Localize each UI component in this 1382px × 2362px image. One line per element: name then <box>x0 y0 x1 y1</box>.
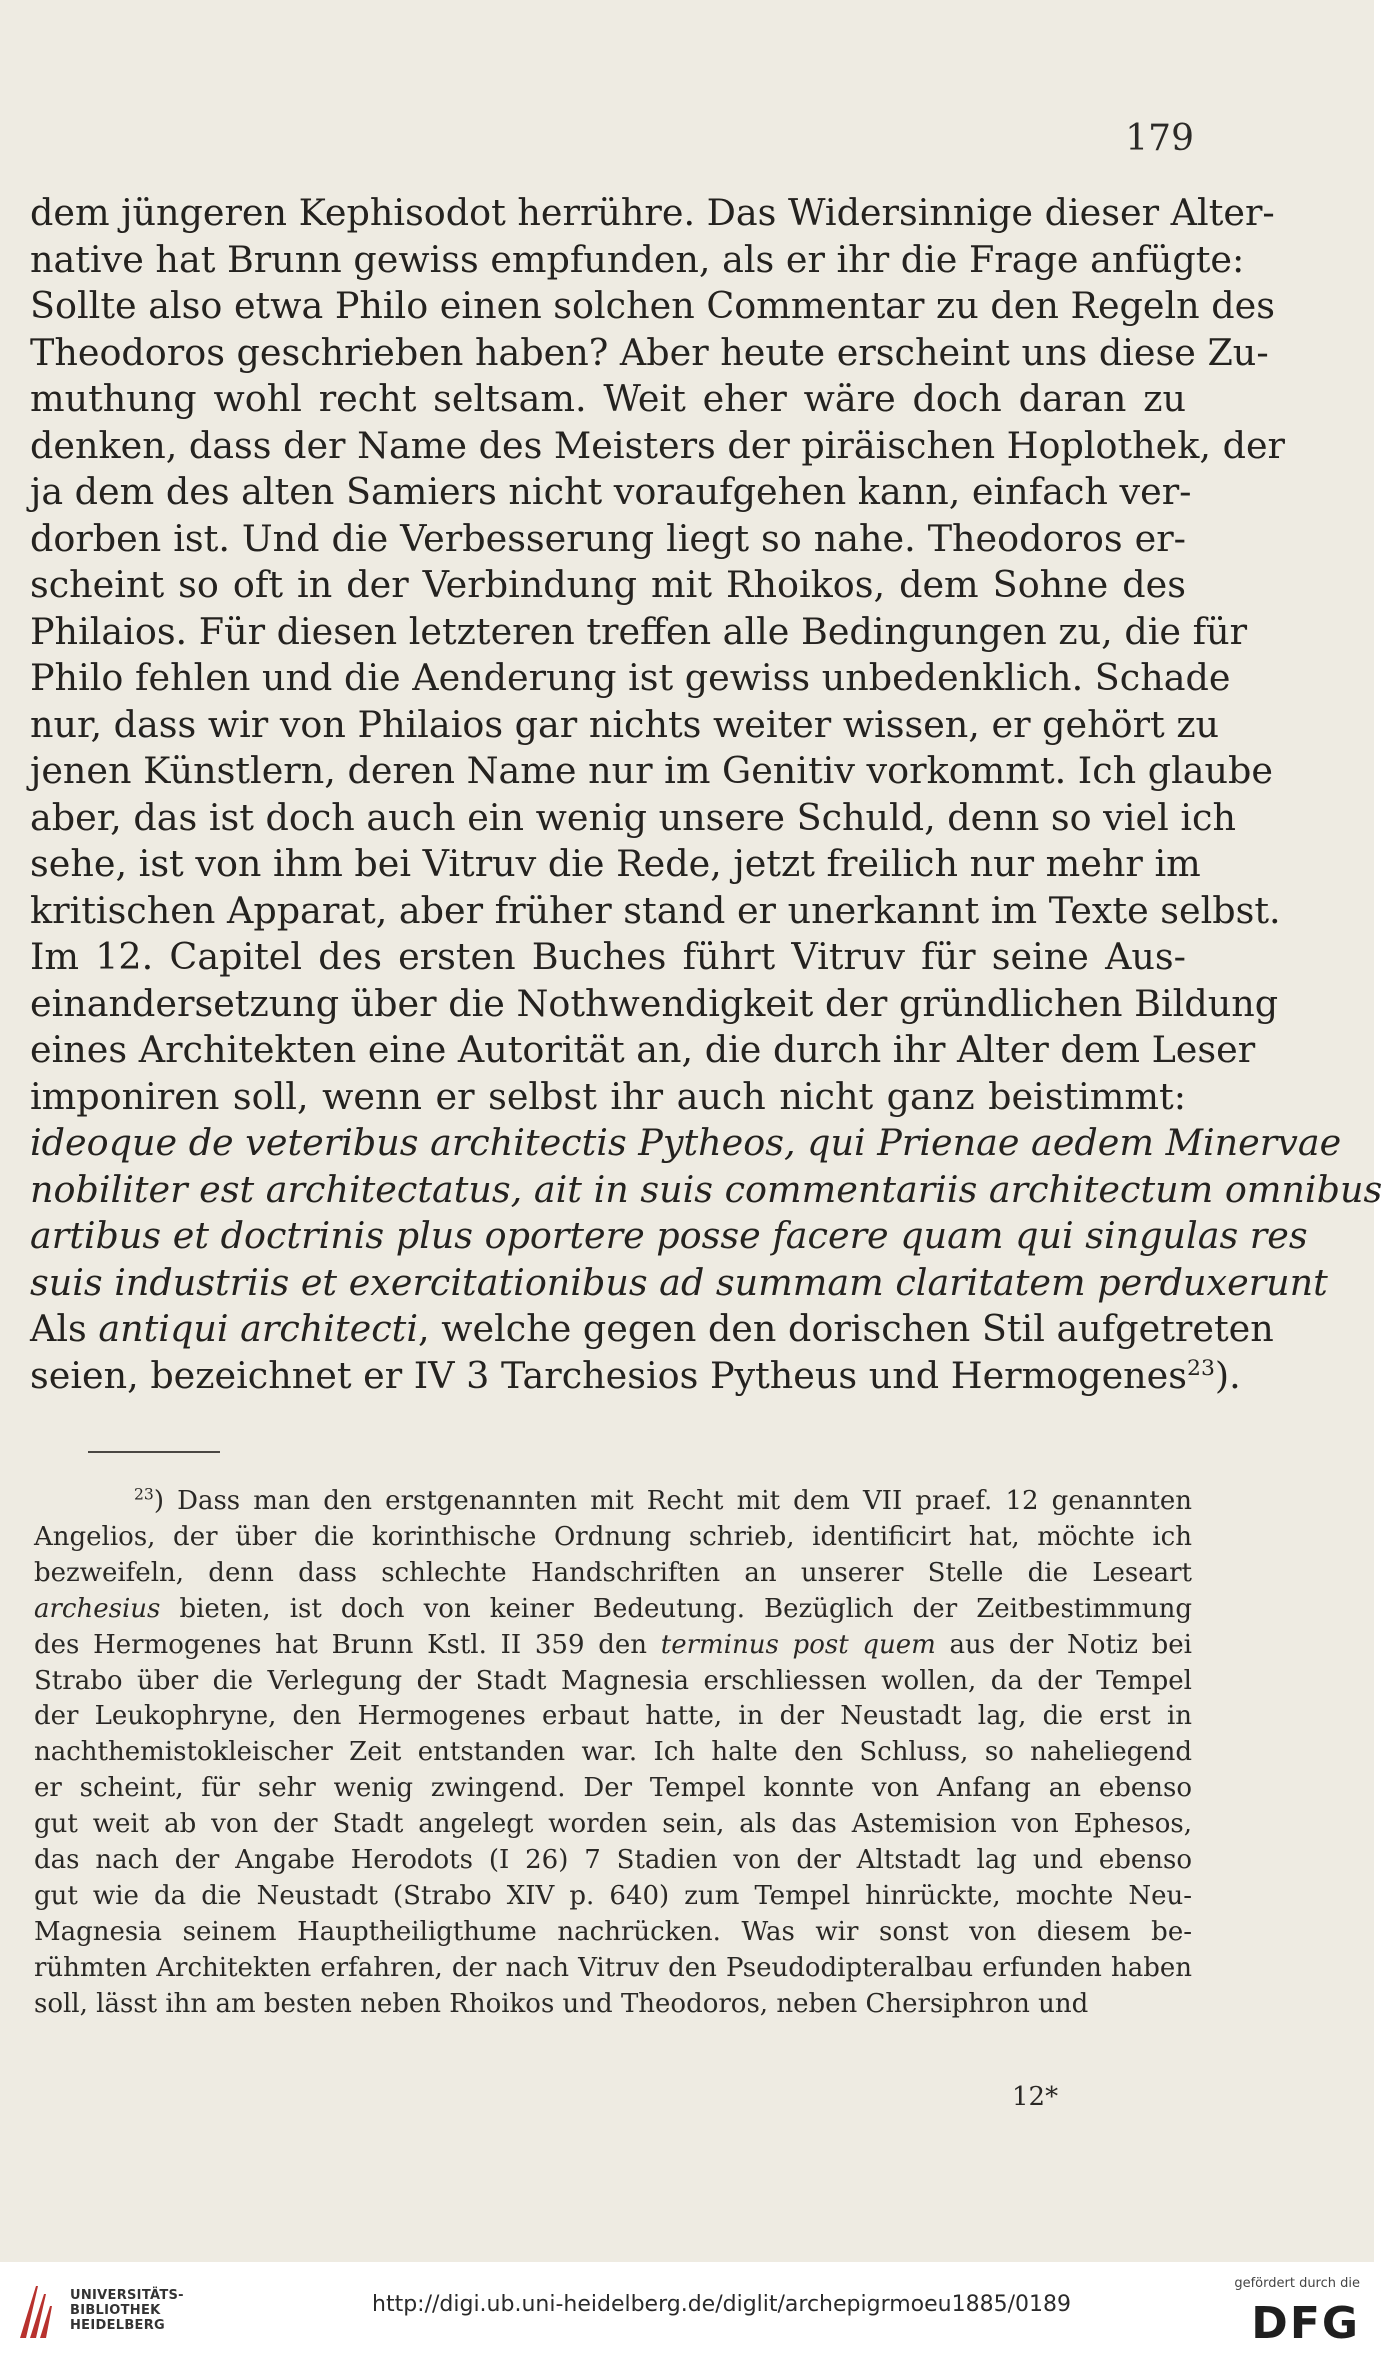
body-line <box>30 516 1186 563</box>
text-run: des Hermogenes hat Brunn Kstl. II 359 den <box>34 1629 661 1660</box>
text-run: rühmten Architekten erfahren, der nach Vitruv den Pseudodipteralbau erfunden haben <box>34 1952 1192 1983</box>
body-line <box>30 376 1186 423</box>
body-line <box>30 330 1269 377</box>
dfg-logo[interactable] <box>1210 2276 1360 2348</box>
body-line <box>30 655 1231 702</box>
text-run: Sollte also etwa Philo einen solchen Commentar zu den Regeln des <box>30 284 1275 327</box>
text-run: aber, das ist doch auch ein wenig unsere Schuld, denn so viel ich <box>30 795 1236 839</box>
library-name-line: HEIDELBERG <box>70 2318 166 2333</box>
text-run: gut wie da die Neustadt (Strabo XIV p. 640) zum Tempel hinrückte, mochte Neu- <box>34 1880 1192 1911</box>
text-run: jenen Künstlern, deren Name nur im Genitiv vorkommt. Ich glaube <box>30 749 1274 792</box>
footnote-line <box>34 1735 1192 1771</box>
text-run: kritischen Apparat, aber früher stand er unerkannt im Texte selbst. <box>30 888 1281 932</box>
dfg-logo-text: DFG <box>1251 2298 1360 2349</box>
library-name-line: UNIVERSITÄTS- <box>70 2288 184 2303</box>
footnote-line <box>34 1807 1192 1843</box>
body-line <box>30 190 1275 237</box>
text-run: sehe, ist von ihm bei Vitruv die Rede, jetzt freilich nur mehr im <box>30 842 1201 885</box>
footnote-line <box>34 1520 1192 1556</box>
page-number: 179 <box>1125 118 1194 159</box>
dfg-logo-icon <box>1230 2298 1360 2349</box>
italic-text: archesius <box>34 1593 161 1624</box>
body-line <box>30 1213 1308 1260</box>
text-run: scheint so oft in der Verbindung mit Rhoikos, dem Sohne des <box>30 563 1186 606</box>
signature-mark: 12* <box>1012 2082 1059 2112</box>
italic-text: antiqui architecti <box>98 1307 419 1350</box>
text-run: imponiren soll, wenn er selbst ihr auch nicht ganz beistimmt: <box>30 1074 1186 1118</box>
footnote-line <box>34 1628 1192 1664</box>
text-run: bieten, ist doch von keiner Bedeutung. Bezüglich der Zeitbestimmung <box>160 1593 1192 1624</box>
text-run: muthung wohl recht seltsam. Weit eher wäre doch daran zu <box>30 377 1186 420</box>
text-run: seien, bezeichnet er IV 3 Tarchesios Pytheus und Hermogenes <box>30 1353 1188 1397</box>
footnote-line <box>34 1915 1192 1951</box>
text-run: er scheint, für sehr wenig zwingend. Der Tempel konnte von Anfang an ebenso <box>34 1773 1192 1804</box>
text-run: eines Architekten eine Autorität an, die durch ihr Alter dem Leser <box>30 1028 1256 1071</box>
text-run: nur, dass wir von Philaios gar nichts weiter wissen, er gehört zu <box>30 702 1220 746</box>
body-line <box>30 283 1275 330</box>
library-name-line: BIBLIOTHEK <box>70 2303 161 2318</box>
body-line <box>30 1353 1241 1400</box>
footnote-line <box>34 1951 1192 1987</box>
italic-text: suis industriis et exercitationibus ad summam claritatem perduxerunt <box>30 1260 1328 1304</box>
text-run: gut weit ab von der Stadt angelegt worden sein, als das Astemision von Ephesos, <box>34 1809 1192 1840</box>
body-line <box>30 1074 1186 1121</box>
text-run: Philaios. Für diesen letzteren treffen alle Bedingungen zu, die für <box>30 609 1248 653</box>
text-run: ja dem des alten Samiers nicht voraufgehen kann, einfach ver- <box>30 470 1192 513</box>
body-line <box>30 237 1245 284</box>
body-line <box>30 609 1248 656</box>
body-line <box>30 934 1186 981</box>
text-run: Strabo über die Verlegung der Stadt Magnesia erschliessen wollen, da der Tempel <box>34 1665 1192 1696</box>
footnote-marker: 23 <box>1187 1355 1215 1381</box>
sponsor-caption: gefördert durch die <box>1234 2276 1360 2291</box>
body-line <box>30 1167 1382 1214</box>
footnote-line <box>34 1699 1192 1735</box>
text-run: der Leukophryne, den Hermogenes erbaut hatte, in der Neustadt lag, die erst in <box>34 1701 1192 1732</box>
body-line <box>30 469 1192 516</box>
body-line <box>30 981 1279 1028</box>
text-run: denken, dass der Name des Meisters der piräischen Hoplothek, der <box>30 423 1286 467</box>
italic-text: artibus et doctrinis plus oportere posse facere quam qui singulas res <box>30 1214 1308 1257</box>
body-line <box>30 888 1281 935</box>
text-run: Philo fehlen und die Aenderung ist gewiss unbedenklich. Schade <box>30 656 1231 699</box>
body-line <box>30 562 1186 609</box>
text-run: ) Dass man den erstgenannten mit Recht mit dem VII praef. 12 genannten <box>153 1486 1192 1516</box>
text-run: nachthemistokleischer Zeit entstanden war. Ich halte den Schluss, so naheliegend <box>34 1737 1192 1768</box>
text-run: dem jüngeren Kephisodot herrühre. Das Widersinnige dieser Alter- <box>30 191 1275 234</box>
body-line <box>30 423 1286 470</box>
footnote-marker: 23 <box>134 1485 154 1504</box>
italic-text: terminus post quem <box>660 1629 936 1660</box>
body-text <box>30 190 1382 1399</box>
text-run: Im 12. Capitel des ersten Buches führt Vitruv für seine Aus- <box>30 935 1186 978</box>
text-run: bezweifeln, denn dass schlechte Handschriften an unserer Stelle die Leseart <box>34 1557 1192 1588</box>
footnote-line <box>34 1664 1192 1700</box>
footnote-line <box>34 1879 1192 1915</box>
body-line <box>30 1120 1342 1167</box>
library-logo[interactable] <box>14 2282 194 2342</box>
body-line <box>30 1260 1328 1307</box>
footnote-line <box>34 1592 1192 1628</box>
permalink-url[interactable]: http://digi.ub.uni-heidelberg.de/diglit/archepigrmoeu1885/0189 <box>372 2292 1071 2317</box>
text-run: aus der Notiz bei <box>935 1629 1193 1660</box>
footnote-line <box>34 1556 1192 1592</box>
text-run: dorben ist. Und die Verbesserung liegt so nahe. Theodoros er- <box>30 516 1186 560</box>
footnote-line <box>34 1987 1192 2023</box>
text-run: das nach der Angabe Herodots (I 26) 7 Stadien von der Altstadt lag und ebenso <box>34 1845 1192 1876</box>
text-run: Magnesia seinem Hauptheiligthume nachrücken. Was wir sonst von diesem be- <box>34 1916 1192 1947</box>
text-run: , welche gegen den dorischen Stil aufgetreten <box>418 1307 1274 1350</box>
body-line <box>30 795 1236 842</box>
library-name <box>70 2288 184 2333</box>
body-line <box>30 1027 1256 1074</box>
text-run: native hat Brunn gewiss empfunden, als er ihr die Frage anfügte: <box>30 237 1245 281</box>
footnote-line <box>34 1771 1192 1807</box>
italic-text: ideoque de veteribus architectis Pytheos, qui Prienae aedem Minervae <box>30 1121 1342 1164</box>
library-logo-icon <box>14 2282 58 2342</box>
text-run: Als <box>30 1307 99 1350</box>
text-run: einandersetzung über die Nothwendigkeit der gründlichen Bildung <box>30 981 1279 1025</box>
body-line <box>30 1306 1274 1353</box>
text-run: Angelios, der über die korinthische Ordnung schrieb, identificirt hat, möchte ich <box>34 1521 1192 1552</box>
text-run: Theodoros geschrieben haben? Aber heute erscheint uns diese Zu- <box>30 330 1269 374</box>
body-line <box>30 702 1220 749</box>
footnote-rule <box>88 1451 220 1453</box>
footnote-line <box>34 1484 1192 1520</box>
footnote-block <box>34 1484 1192 2023</box>
body-line <box>30 748 1274 795</box>
body-line <box>30 841 1201 888</box>
footnote-line <box>34 1843 1192 1879</box>
italic-text: nobiliter est architectatus, ait in suis commentariis architectum omnibus <box>30 1167 1382 1211</box>
text-run: ). <box>1214 1353 1241 1397</box>
viewer-footer <box>0 2262 1374 2362</box>
text-run: soll, lässt ihn am besten neben Rhoikos und Theodoros, neben Chersiphron und <box>34 1988 1089 2019</box>
